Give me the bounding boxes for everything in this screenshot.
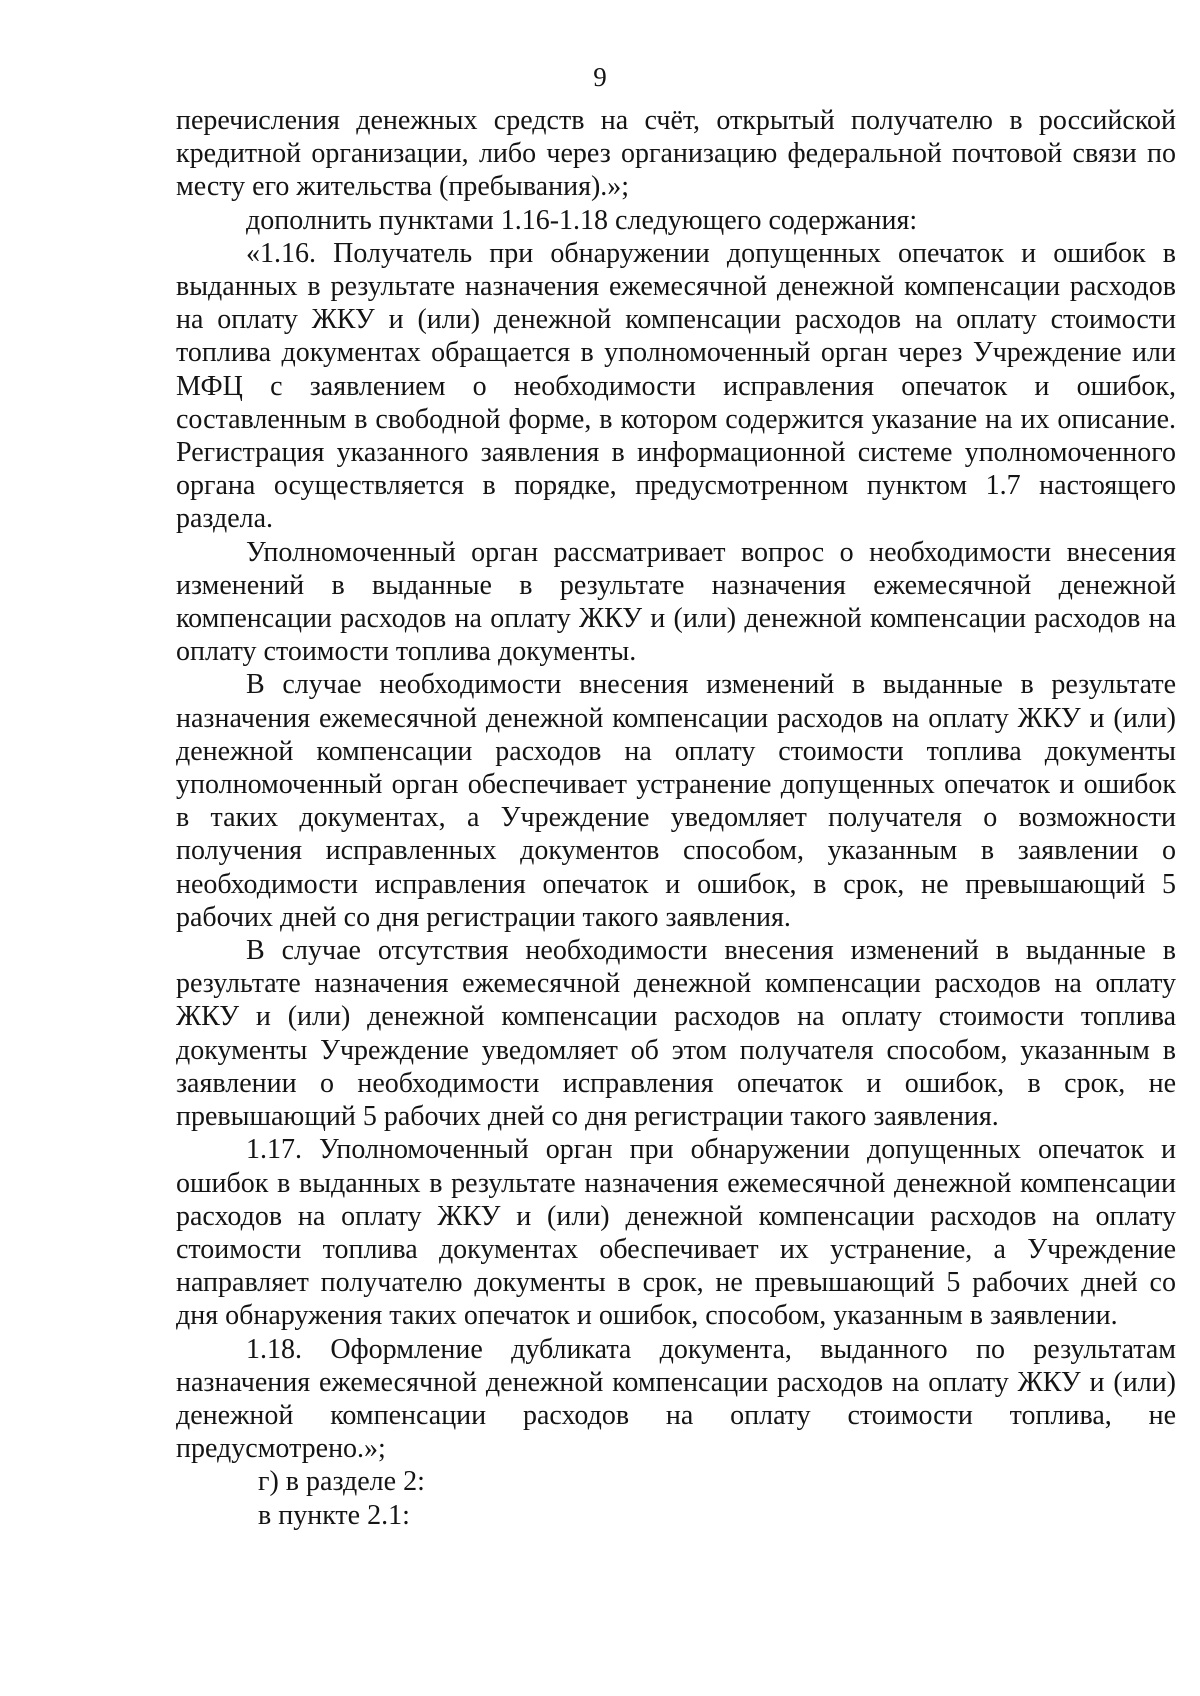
paragraph-1-17: 1.17. Уполномоченный орган при обнаружении допущенных опечаток и ошибок в выданных в результате назначения ежемесячной денежной компенсации расходов на оплату ЖКУ и (или) денежной компенсации расходов на оплату стоимости топлива документах обеспечивает их устранение, а Учреждение направляет получателю документы в срок, не превышающий 5 рабочих дней со дня обнаружения таких опечаток и ошибок, способом, указанным в заявлении. <box>176 1134 1176 1332</box>
paragraph-continuation: перечисления денежных средств на счёт, открытый получателю в российской кредитной организации, либо через организацию федеральной почтовой связи по месту его жительства (пребывания).»; <box>176 105 1176 203</box>
paragraph-1-16: «1.16. Получатель при обнаружении допущенных опечаток и ошибок в выданных в результате назначения ежемесячной денежной компенсации расходов на оплату ЖКУ и (или) денежной компенсации расходов на оплату стоимости топлива документах обращается в уполномоченный орган через Учреждение или МФЦ с заявлением о необходимости исправления опечаток и ошибок, составленным в свободной форме, в котором содержится указание на их описание. Регистрация указанного заявления в информационной системе уполномоченного органа осуществляется в порядке, предусмотренном пунктом 1.7 настоящего раздела. <box>176 237 1176 535</box>
paragraph-section-2: г) в разделе 2: <box>258 1466 425 1498</box>
page-number: 9 <box>593 62 607 92</box>
paragraph-item-2-1: в пункте 2.1: <box>258 1499 410 1531</box>
paragraph-amendment-intro: дополнить пунктами 1.16-1.18 следующего содержания: <box>246 204 918 236</box>
paragraph-review: Уполномоченный орган рассматривает вопрос о необходимости внесения изменений в выданные в результате назначения ежемесячной денежной компенсации расходов на оплату ЖКУ и (или) денежной компенсации расходов на оплату стоимости топлива документы. <box>176 536 1176 668</box>
paragraph-1-18: 1.18. Оформление дубликата документа, выданного по результатам назначения ежемесячной денежной компенсации расходов на оплату ЖКУ и (или) денежной компенсации расходов на оплату стоимости топлива, не предусмотрено.»; <box>176 1333 1176 1465</box>
paragraph-changes-needed: В случае необходимости внесения изменений в выданные в результате назначения ежемесячной денежной компенсации расходов на оплату ЖКУ и (или) денежной компенсации расходов на оплату стоимости топлива документы уполномоченный орган обеспечивает устранение допущенных опечаток и ошибок в таких документах, а Учреждение уведомляет получателя о возможности получения исправленных документов способом, указанным в заявлении о необходимости исправления опечаток и ошибок, в срок, не превышающий 5 рабочих дней со дня регистрации такого заявления. <box>176 669 1176 933</box>
paragraph-no-changes-needed: В случае отсутствия необходимости внесения изменений в выданные в результате назначения ежемесячной денежной компенсации расходов на оплату ЖКУ и (или) денежной компенсации расходов на оплату стоимости топлива документы Учреждение уведомляет об этом получателя способом, указанным в заявлении о необходимости исправления опечаток и ошибок, в срок, не превышающий 5 рабочих дней со дня регистрации такого заявления. <box>176 935 1176 1133</box>
document-body <box>176 104 1176 1532</box>
